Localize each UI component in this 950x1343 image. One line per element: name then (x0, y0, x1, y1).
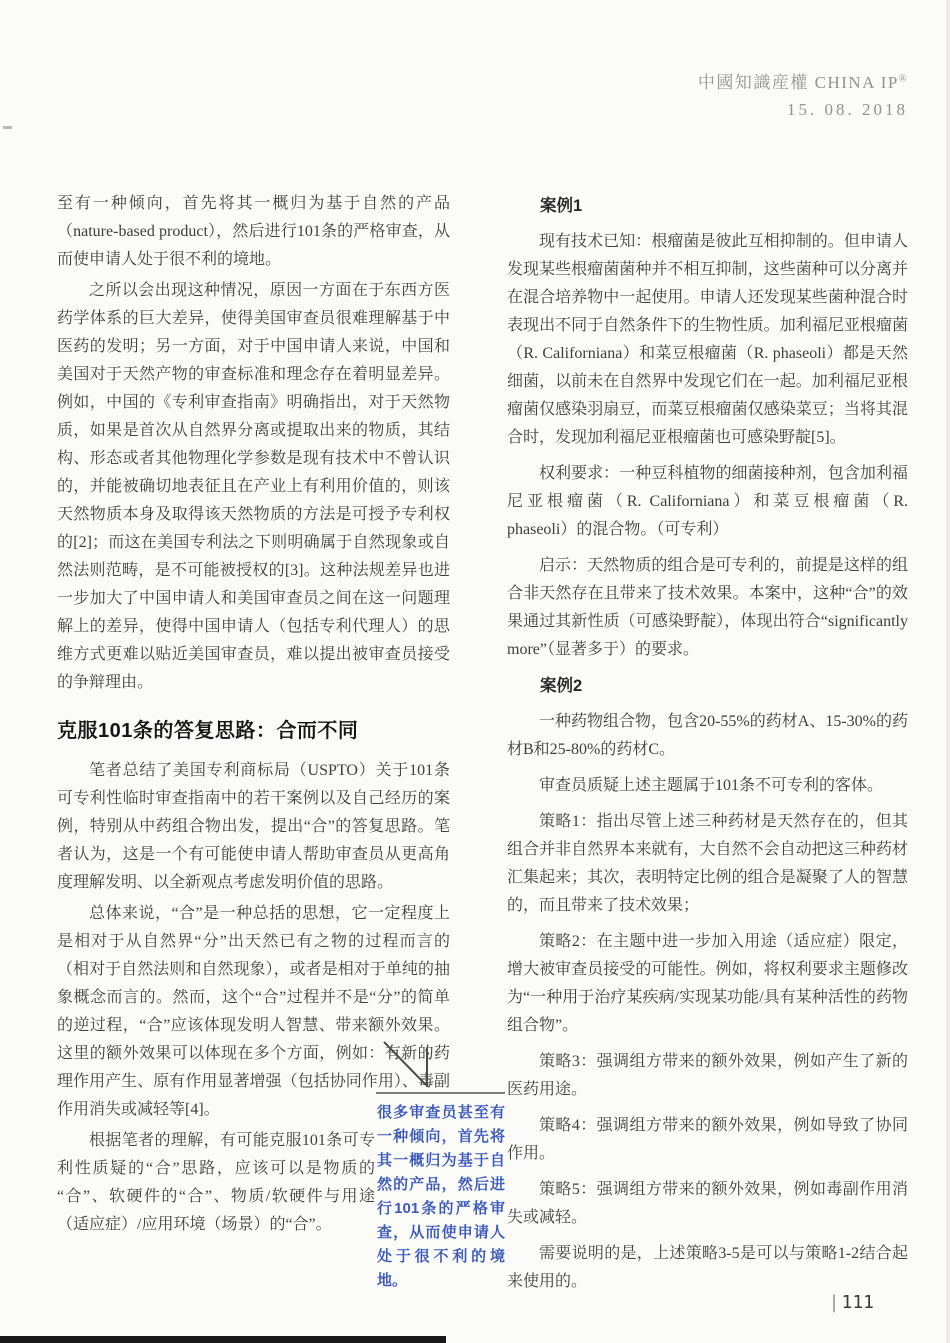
magazine-title-text: 中國知識産權 CHINA IP (697, 73, 899, 92)
body-paragraph: 策略2：在主题中进一步加入用途（适应症）限定，增大被审查员接受的可能性。例如，将权利要求主题修改为“一种用于治疗某疾病/实现某功能/具有某种活性的药物组合物”。 (507, 933, 908, 1034)
pull-quote: 很多审查员甚至有一种倾向，首先将其一概归为基于自然的产品，然后进行101条的严格审查，从而使申请人处于很不利的境地。 (377, 1104, 505, 1289)
issue-date: 15. 08. 2018 (787, 100, 908, 119)
registered-mark: ® (898, 73, 908, 85)
body-paragraph: 需要说明的是，上述策略3-5是可以与策略1-2结合起来使用的。 (507, 1245, 908, 1290)
magazine-title (698, 68, 908, 93)
body-paragraph: 策略4：强调组方带来的额外效果，例如导致了协同作用。 (507, 1117, 908, 1162)
case-subheading: 案例1 (540, 197, 583, 215)
body-paragraph: 审查员质疑上述主题属于101条不可专利的客体。 (539, 777, 884, 794)
section-heading: 克服101条的答复思路：合而不同 (57, 720, 359, 742)
scan-mark-artifact (3, 126, 12, 129)
scan-edge-shade (946, 0, 950, 1343)
body-paragraph: 策略3：强调组方带来的额外效果，例如产生了新的医药用途。 (507, 1053, 908, 1098)
body-paragraph: 一种药物组合物，包含20-55%的药材A、15-30%的药材B和25-80%的药材C。 (507, 713, 908, 758)
body-paragraph: 之所以会出现这种情况，原因一方面在于东西方医药学体系的巨大差异，使得美国审查员很难理解基于中医药的发明；另一方面，对于中国申请人来说，中国和美国对于天然产物的审查标准和理念存在着明显差异。例如，中国的《专利审查指南》明确指出，对于天然物质，如果是首次从自然界分离或提取出来的物质，其结构、形态或者其他物理化学参数是现有技术中不曾认识的，并能被确切地表征且在产业上有利用价值的，则该天然物质本身及取得该天然物质的方法是可授予专利权的[2]；而这在美国专利法之下则明确属于自然现象或自然法则范畴，是不可能被授权的[3]。这种法规差异也进一步加大了中国申请人和美国审查员之间在这一问题理解上的差异，使得中国申请人（包括专利代理人）的思维方式更难以贴近美国审查员，难以提出被审查员接受的争辩理由。 (57, 282, 450, 691)
body-paragraph: 现有技术已知：根瘤菌是彼此互相抑制的。但申请人发现某些根瘤菌菌种并不相互抑制，这些菌种可以分离并在混合培养物中一起使用。申请人还发现某些菌种混合时表现出不同于自然条件下的生物性质。加利福尼亚根瘤菌（R. Californiana）和菜豆根瘤菌（R. phaseoli）都是天然细菌，以前未在自然界中发现它们在一起。加利福尼亚根瘤菌仅感染羽扇豆，而菜豆根瘤菌仅感染菜豆；当将其混合时，发现加利福尼亚根瘤菌也可感染野靛[5]。 (507, 233, 908, 446)
page-header (698, 68, 908, 120)
body-paragraph: 权利要求：一种豆科植物的细菌接种剂，包含加利福尼亚根瘤菌（R. Californiana）和菜豆根瘤菌（R. phaseoli）的混合物。（可专利） (507, 465, 908, 538)
pull-quote-divider (376, 1092, 505, 1094)
page-number (829, 1292, 874, 1313)
body-paragraph: 策略5：强调组方带来的额外效果，例如毒副作用消失或减轻。 (507, 1181, 908, 1226)
down-right-arrow-icon (382, 1038, 430, 1090)
body-paragraph: 总体来说，“合”是一种总括的思想，它一定程度上是相对于从自然界“分”出天然已有之物的过程而言的（相对于自然法则和自然现象），或者是相对于单纯的抽象概念而言的。然而，这个“合”过程并不是“分”的简单的逆过程，“合”应该体现发明人智慧、带来额外效果。这里的额外效果可以体现在多个方面，例如：有新的药理作用产生、原有作用显著增强（包括协同作用）、毒副作用消失或减轻等[4]。 (57, 905, 450, 1118)
case-subheading: 案例2 (540, 677, 583, 695)
body-paragraph: 策略1：指出尽管上述三种药材是天然存在的，但其组合并非自然界本来就有，大自然不会自动把这三种药材汇集起来；其次，表明特定比例的组合是凝聚了人的智慧的，而且带来了技术效果； (507, 813, 908, 914)
right-column (507, 190, 908, 1304)
body-paragraph: 笔者总结了美国专利商标局（USPTO）关于101条可专利性临时审查指南中的若干案例以及自己经历的案例，特别从中药组合物出发，提出“合”的答复思路。笔者认为，这是一个有可能使申请人帮助审查员从更高角度理解发明、以全新观点考虑发明价值的思路。 (57, 762, 450, 891)
body-paragraph: 启示：天然物质的组合是可专利的，前提是这样的组合非天然存在且带来了技术效果。本案中，这种“合”的效果通过其新性质（可感染野靛），体现出符合“significantly more”（显著多于）的要求。 (507, 557, 908, 658)
body-paragraph: 根据笔者的理解，有可能克服101条可专利性质疑的“合”思路，应该可以是物质的“合”、软硬件的“合”、物质/软硬件与用途（适应症）/应用环境（场景）的“合”。 (57, 1132, 375, 1233)
page-number-bar: | (828, 1292, 840, 1313)
page-number-value: 111 (841, 1292, 874, 1313)
body-paragraph: 至有一种倾向，首先将其一概归为基于自然的产品（nature-based product），然后进行101条的严格审查，从而使申请人处于很不利的境地。 (57, 195, 450, 268)
scan-edge-artifact (0, 1336, 446, 1343)
